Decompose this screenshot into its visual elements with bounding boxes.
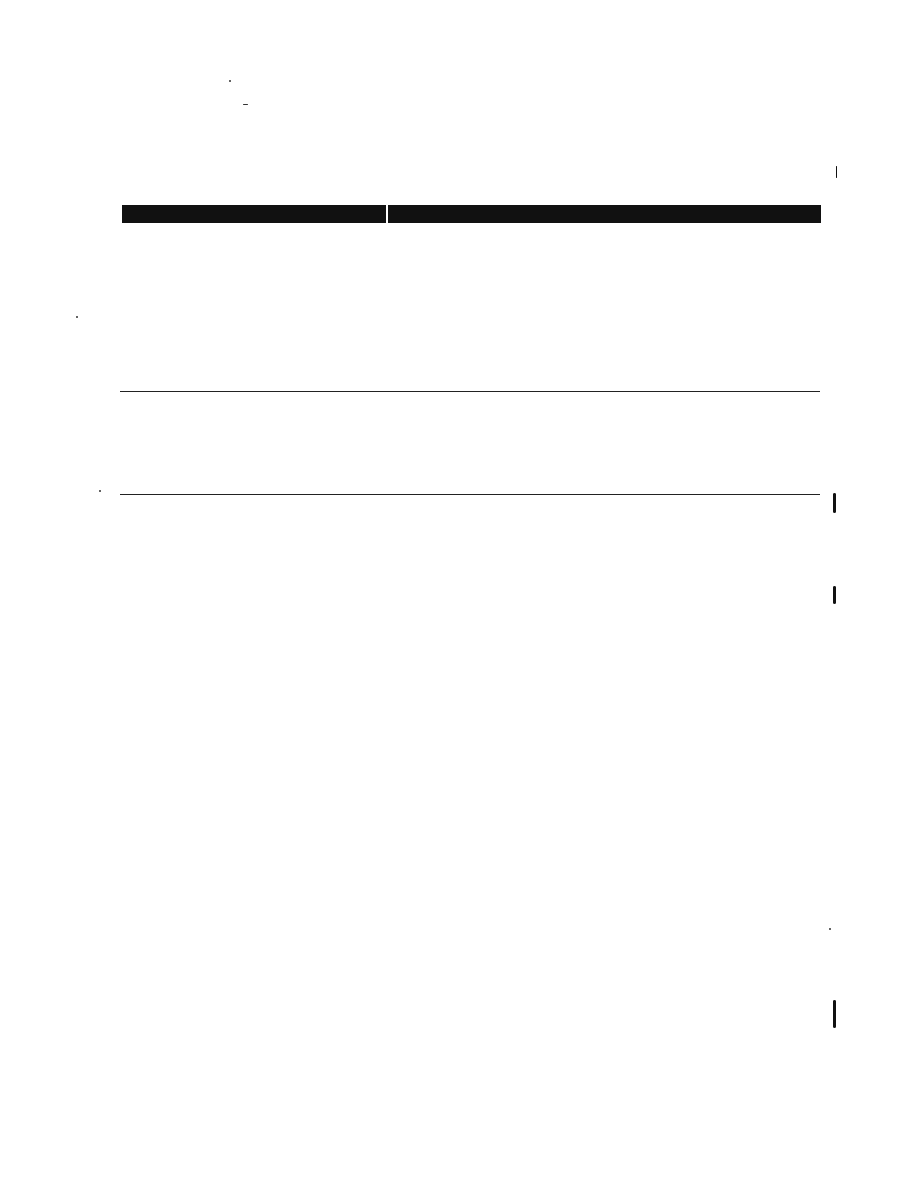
page-title: [122, 172, 126, 196]
binding-mark: [833, 493, 836, 513]
binding-mark: [833, 1000, 836, 1028]
scan-speck: [243, 104, 248, 105]
binding-mark: [833, 586, 836, 604]
scan-speck: [229, 80, 231, 82]
scan-speck: [829, 928, 831, 930]
binding-mark: [836, 166, 837, 178]
scan-speck: [99, 490, 101, 492]
scan-speck: [76, 316, 78, 318]
title-bar: [122, 205, 821, 223]
divider-rule: [120, 494, 820, 495]
divider-rule: [120, 391, 820, 392]
